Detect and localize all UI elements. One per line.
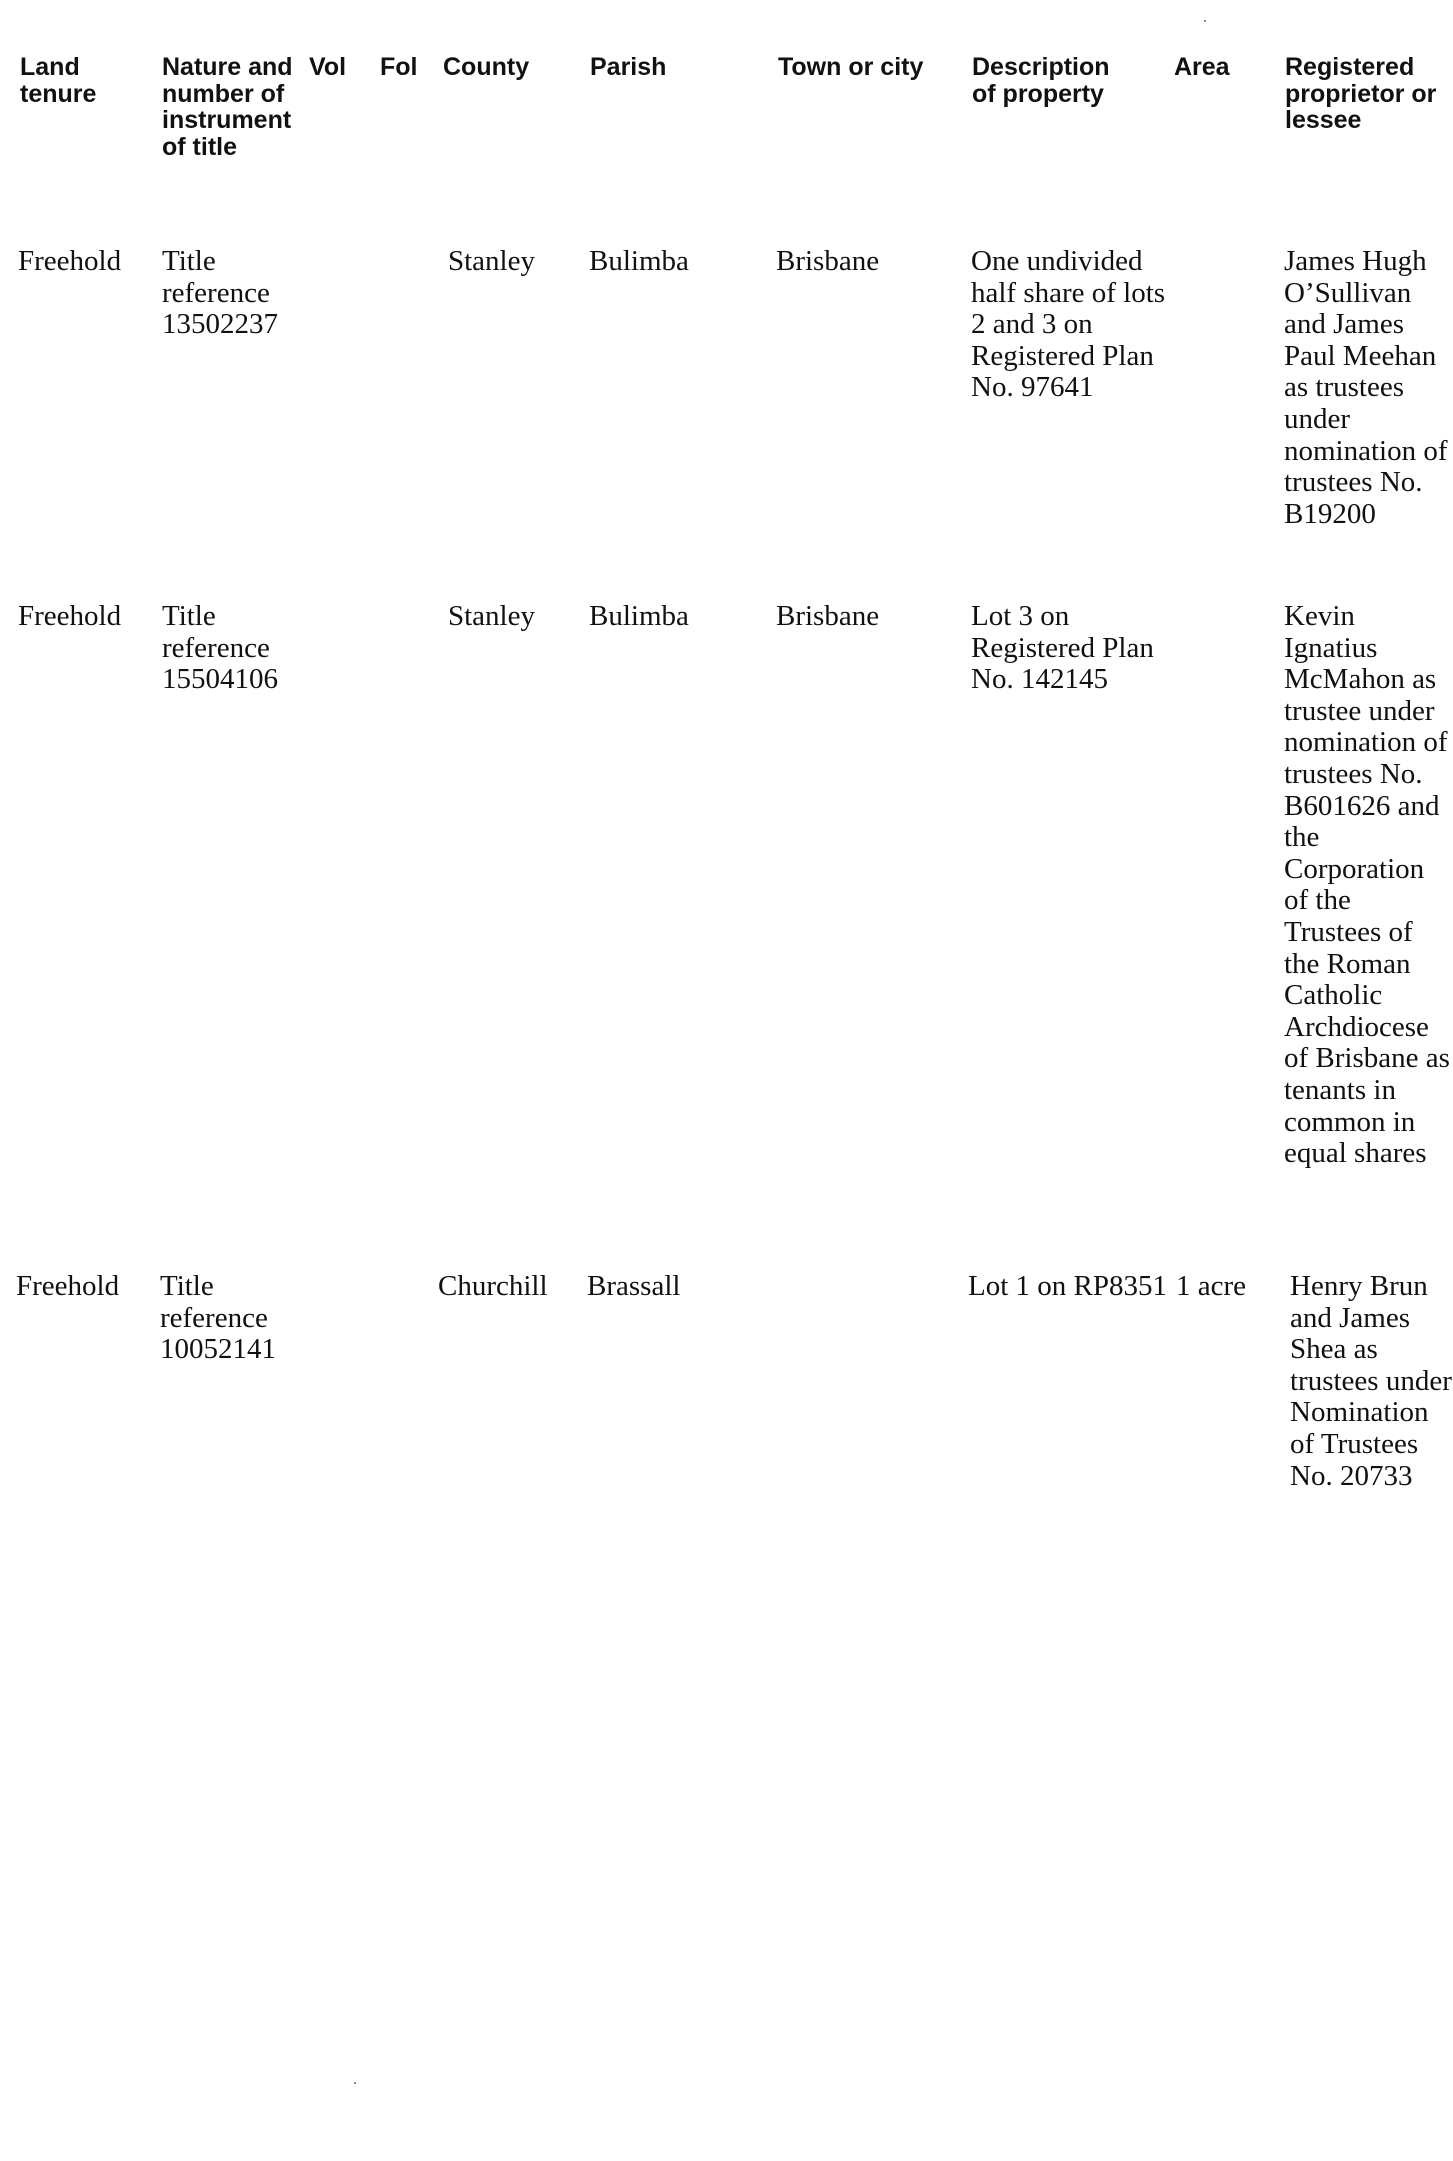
cell-title-reference: Title reference 15504106 <box>162 600 278 696</box>
header-nature-of-instrument: Nature and number of instrument of title <box>162 53 293 161</box>
cell-registered-proprietor: Kevin Ignatius McMahon as trustee under nomination of trustees No. B601626 and the Corporation of the Trustees of the Roman Catholic Archdiocese of Brisbane as tenants in common in equal shares <box>1284 600 1450 1170</box>
header-area: Area <box>1174 53 1230 81</box>
cell-registered-proprietor: James Hugh O’Sullivan and James Paul Meehan as trustees under nomination of trustees No. B19200 <box>1284 245 1448 530</box>
cell-description: Lot 1 on RP8351 <box>968 1270 1167 1302</box>
cell-land-tenure: Freehold <box>18 245 122 277</box>
cell-land-tenure: Freehold <box>16 1270 120 1302</box>
cell-area: 1 acre <box>1176 1270 1247 1302</box>
header-registered-proprietor: Registered proprietor or lessee <box>1285 53 1437 134</box>
cell-county: Stanley <box>448 245 535 277</box>
cell-town-or-city: Brisbane <box>776 600 880 632</box>
cell-county: Churchill <box>438 1270 548 1302</box>
header-land-tenure: Land tenure <box>20 53 97 108</box>
cell-town-or-city: Brisbane <box>776 245 880 277</box>
cell-parish: Bulimba <box>589 600 689 632</box>
header-parish: Parish <box>590 53 667 81</box>
cell-parish: Brassall <box>587 1270 681 1302</box>
header-county: County <box>443 53 530 81</box>
scan-speck <box>354 2082 356 2084</box>
cell-county: Stanley <box>448 600 535 632</box>
cell-description: One undivided half share of lots 2 and 3 on Registered Plan No. 97641 <box>971 245 1166 404</box>
cell-description: Lot 3 on Registered Plan No. 142145 <box>971 600 1154 696</box>
cell-registered-proprietor: Henry Brun and James Shea as trustees under Nomination of Trustees No. 20733 <box>1290 1270 1452 1492</box>
header-town-or-city: Town or city <box>778 53 924 81</box>
header-fol: Fol <box>380 53 418 81</box>
cell-title-reference: Title reference 13502237 <box>162 245 278 341</box>
cell-parish: Bulimba <box>589 245 689 277</box>
header-description-of-property: Description of property <box>972 53 1110 108</box>
cell-title-reference: Title reference 10052141 <box>160 1270 276 1366</box>
cell-land-tenure: Freehold <box>18 600 122 632</box>
header-vol: Vol <box>309 53 347 81</box>
scan-speck <box>1204 20 1206 22</box>
